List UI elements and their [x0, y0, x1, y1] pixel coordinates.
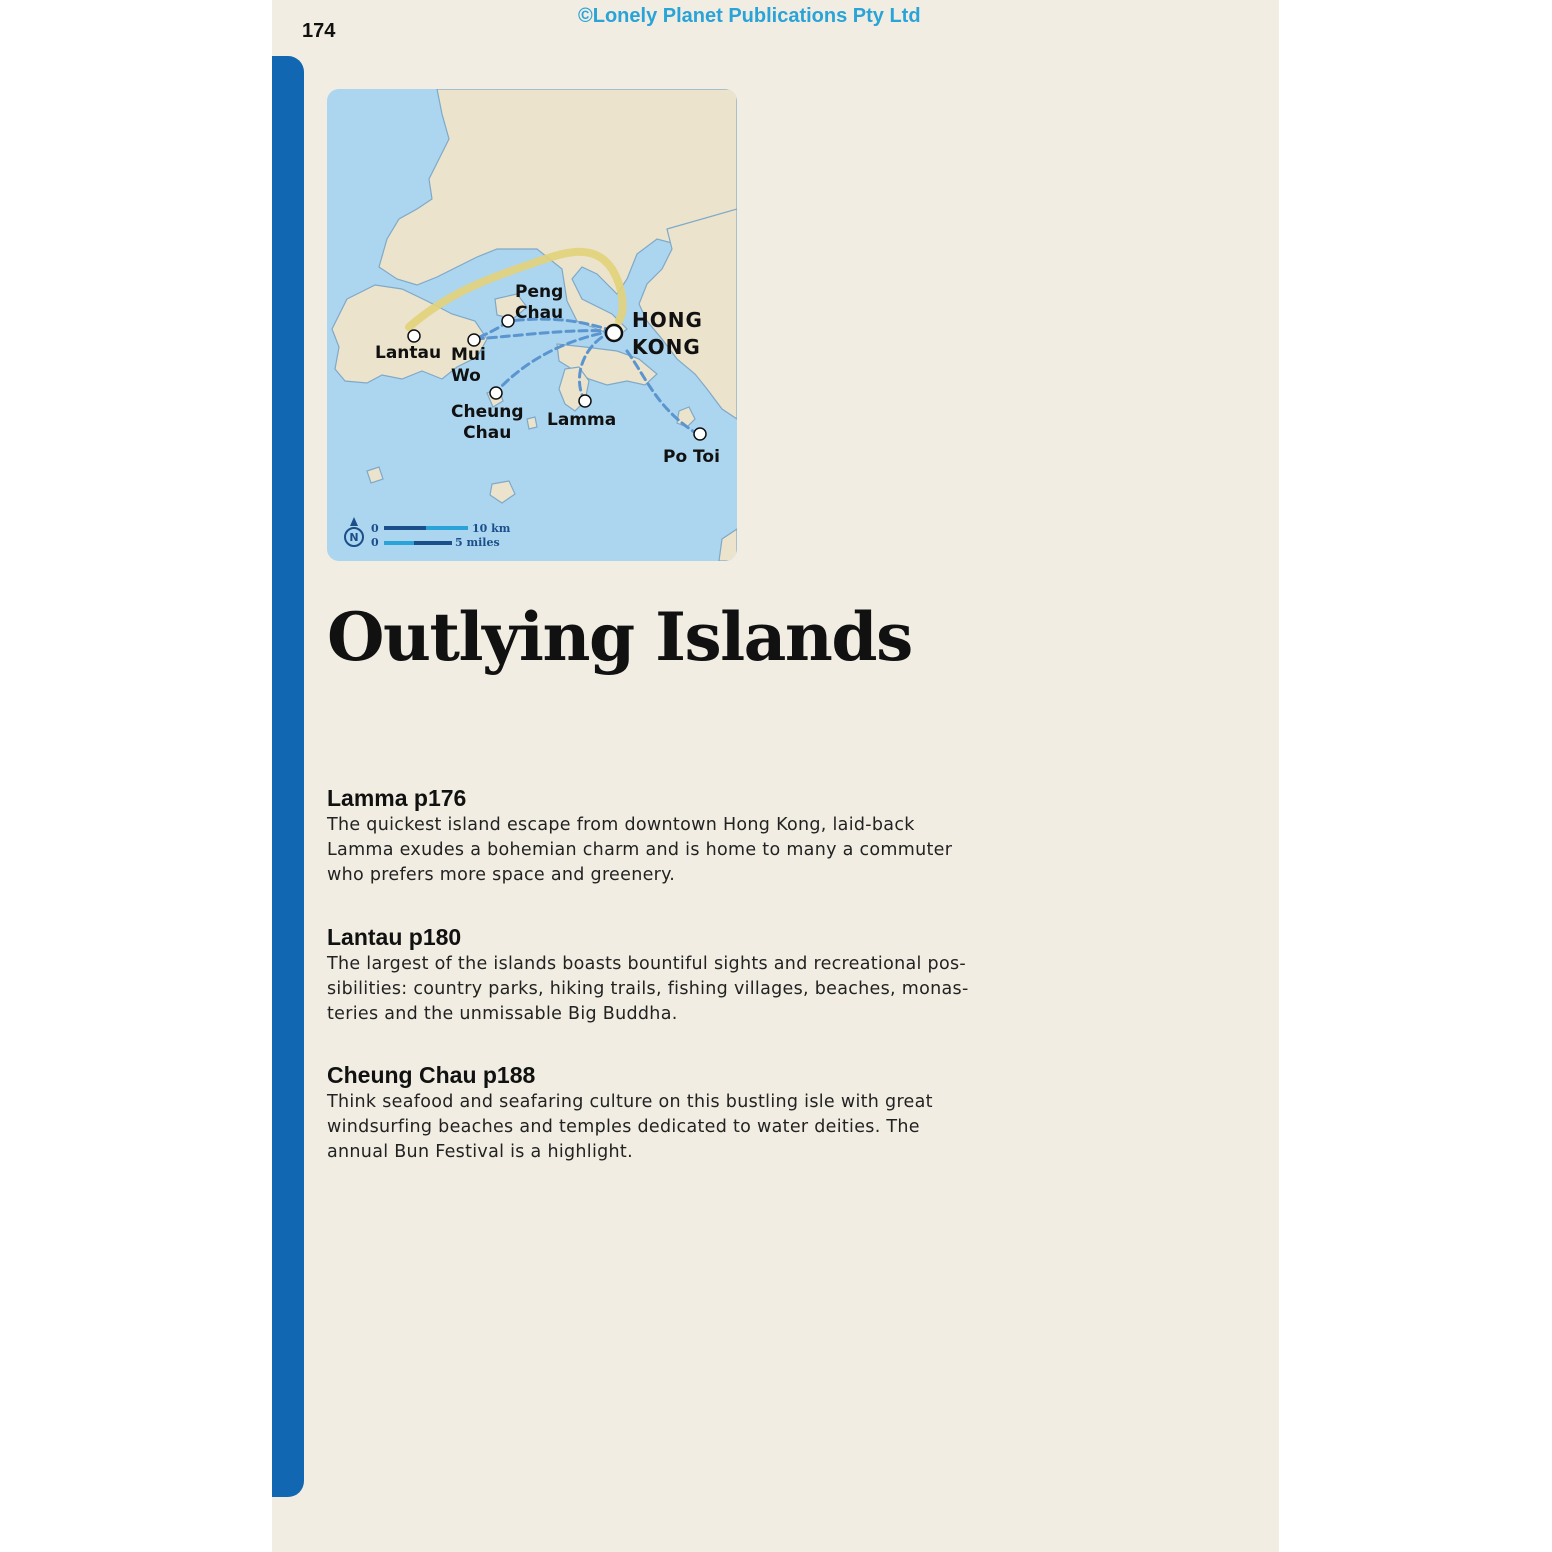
map-label-mui-wo: Mui Wo — [451, 345, 486, 386]
map-label-po-toi: Po Toi — [663, 447, 720, 467]
svg-text:N: N — [349, 531, 359, 544]
section-line: who prefers more space and greenery. — [327, 865, 676, 885]
scale-km-label: 10 km — [472, 522, 511, 535]
section-line: annual Bun Festival is a highlight. — [327, 1142, 633, 1162]
section-line: The largest of the islands boasts bountiful sights and recreational pos- — [327, 954, 966, 974]
po-toi-marker — [694, 428, 706, 440]
section-heading: Cheung Chau p188 — [327, 1062, 536, 1088]
scale-miles-zero: 0 — [371, 536, 379, 549]
section-lantau — [327, 922, 977, 1027]
section-line: sibilities: country parks, hiking trails, fishing villages, beaches, monas- — [327, 979, 969, 999]
cheung-chau-marker — [490, 387, 502, 399]
section-heading: Lamma p176 — [327, 785, 467, 811]
map-label-lamma: Lamma — [547, 410, 617, 430]
section-line: Think seafood and seafaring culture on this bustling isle with great — [327, 1092, 933, 1112]
copyright-notice: ©Lonely Planet Publications Pty Ltd — [578, 5, 921, 27]
hong-kong-marker — [606, 325, 622, 341]
locator-map — [327, 89, 737, 561]
section-cheung-chau — [327, 1060, 977, 1165]
section-lamma — [327, 783, 977, 888]
chapter-title: Outlying Islands — [327, 598, 912, 676]
page-number: 174 — [302, 20, 336, 42]
scale-km-zero: 0 — [371, 522, 379, 535]
scale-miles-label: 5 miles — [455, 536, 500, 549]
chapter-side-tab — [272, 56, 304, 1497]
section-heading: Lantau p180 — [327, 924, 462, 950]
section-line: teries and the unmissable Big Buddha. — [327, 1004, 678, 1024]
map-label-lantau: Lantau — [375, 343, 442, 363]
map-label-hong-kong: HONG KONG — [632, 308, 703, 359]
lantau-marker — [408, 330, 420, 342]
map-islet — [527, 417, 537, 429]
map-label-peng-chau: Peng Chau — [515, 282, 564, 323]
section-line: Lamma exudes a bohemian charm and is home to many a commuter — [327, 840, 953, 860]
peng-chau-marker — [502, 315, 514, 327]
map-label-cheung-chau: Cheung Chau — [451, 402, 524, 443]
lamma-marker — [579, 395, 591, 407]
section-line: The quickest island escape from downtown Hong Kong, laid-back — [327, 815, 915, 835]
section-line: windsurfing beaches and temples dedicated to water deities. The — [327, 1117, 920, 1137]
